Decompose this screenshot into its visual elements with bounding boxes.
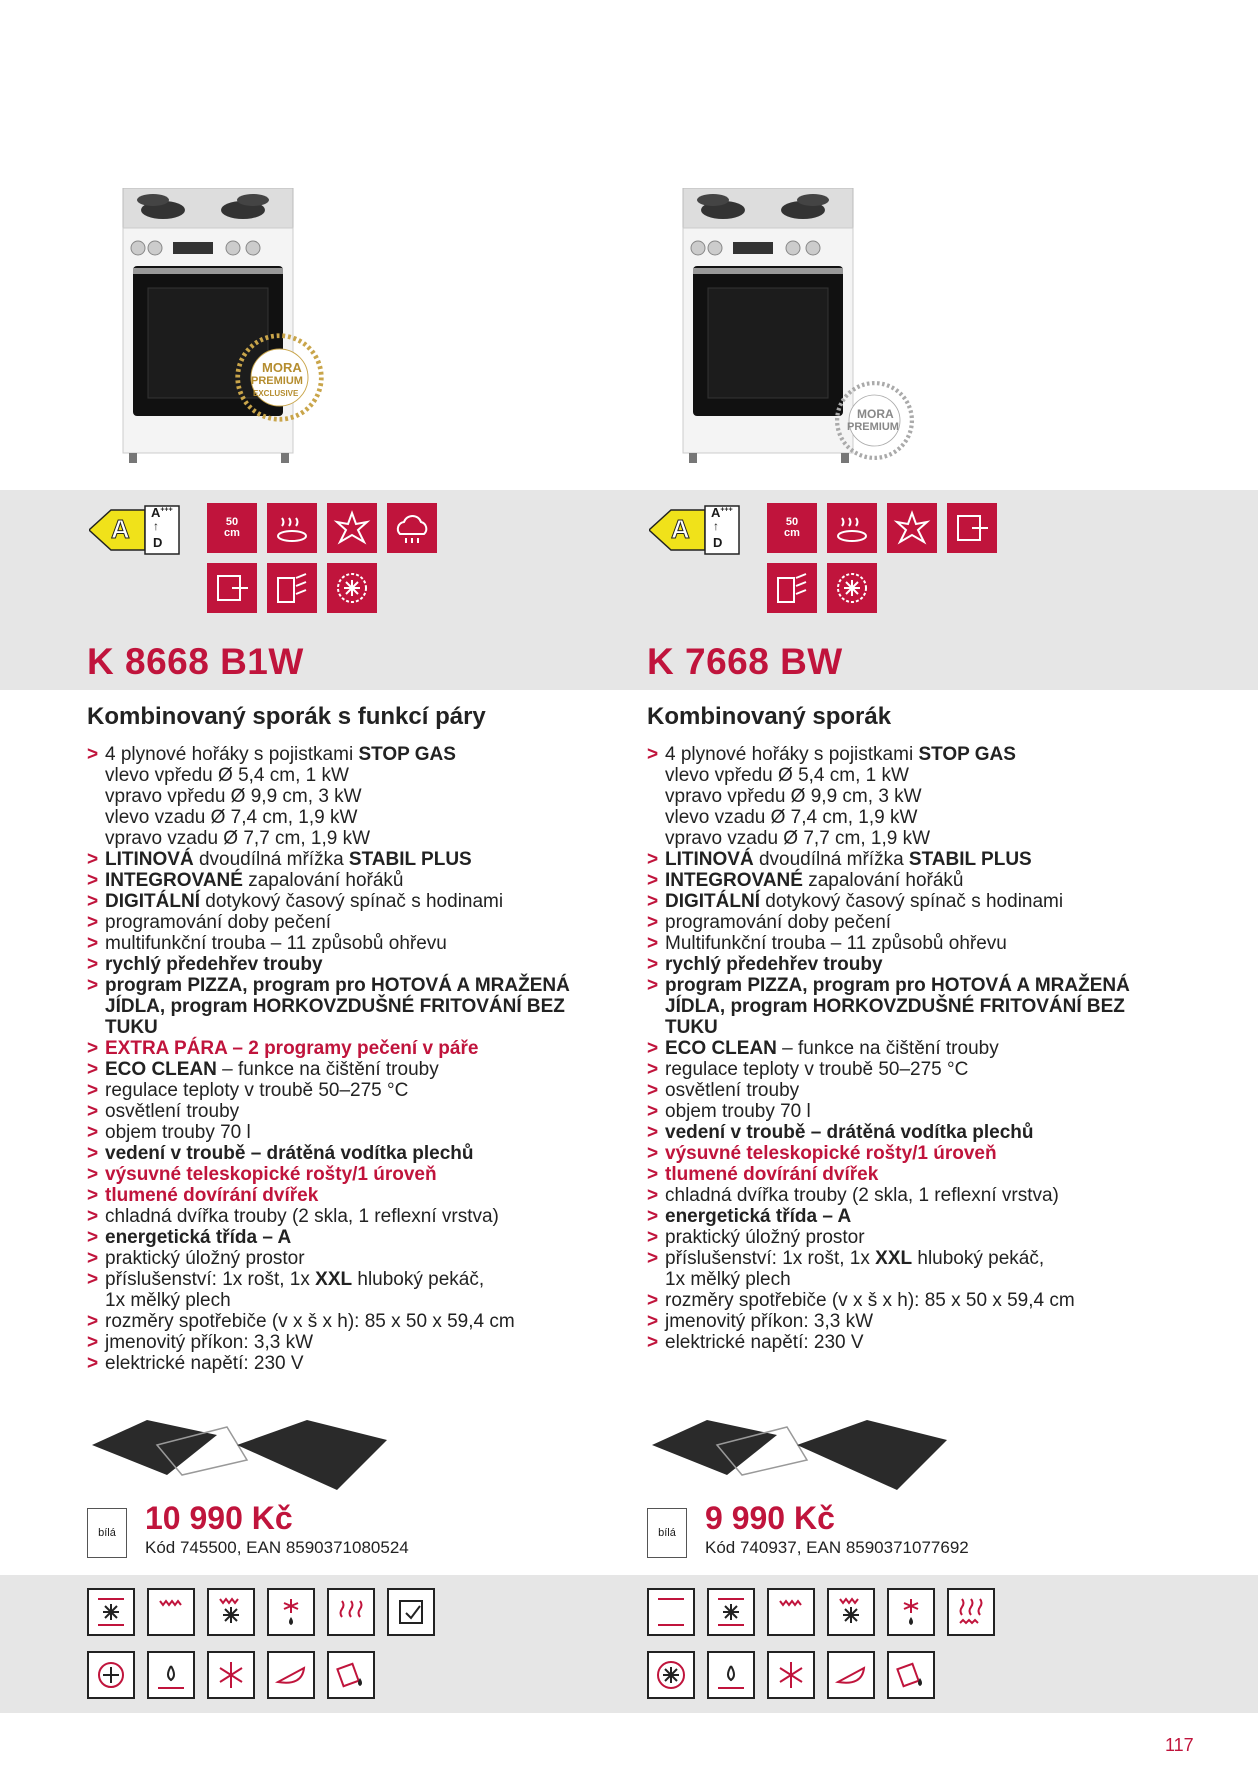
top-heat-icon [647,1588,695,1636]
bullet-arrow-icon: > [87,1143,99,1164]
feature-text: rychlý předehřev trouby [105,954,323,975]
bullet-arrow-icon: > [87,1353,99,1374]
product-code: Kód 745500, EAN 8590371080524 [145,1538,409,1557]
feature-item [87,1248,627,1269]
feature-text: vlevo vpředu Ø 5,4 cm, 1 kW [105,765,349,786]
bullet-arrow-icon: > [647,1227,659,1248]
bullet-arrow-icon: > [647,1122,659,1143]
top-bottom-heat-fan-icon [87,1588,135,1636]
pizza-icon [267,1651,315,1699]
bullet-arrow-icon: > [647,912,659,933]
defrost-icon [767,1651,815,1699]
bullet-arrow-icon: > [647,849,659,870]
feature-text: DIGITÁLNÍ [105,891,200,912]
feature-text: objem trouby 70 l [105,1122,251,1143]
feature-text: rozměry spotřebiče (v x š x h): 85 x 50 x 59,4 cm [665,1290,1075,1311]
feature-item [647,1227,1187,1248]
feature-item [87,1122,627,1143]
bullet-arrow-icon: > [647,744,659,765]
premium-seal-line: PREMIUM [847,421,899,433]
feature-text: INTEGROVANÉ [665,870,803,891]
feature-item [647,765,1187,786]
bullet-arrow-icon: > [647,1038,659,1059]
feature-text: ECO CLEAN [105,1059,217,1080]
fast-preheat-fan-icon [827,563,877,613]
width-50cm-icon [767,503,817,553]
bullet-arrow-icon: > [87,1332,99,1353]
air-fry-icon [327,1651,375,1699]
bullet-arrow-icon: > [87,1206,99,1227]
feature-item [647,1017,1187,1038]
accessory-trays-image [87,1405,387,1505]
product-column-2 [647,0,1207,1785]
feature-text: praktický úložný prostor [665,1227,865,1248]
bullet-arrow-icon: > [647,1059,659,1080]
product-subtitle: Kombinovaný sporák [647,703,892,730]
feature-text: chladná dvířka trouby (2 skla, 1 reflexní vrstva) [105,1206,499,1227]
bullet-arrow-icon: > [87,1080,99,1101]
feature-item [647,996,1187,1017]
feature-item [647,1311,1187,1332]
feature-text: vlevo vzadu Ø 7,4 cm, 1,9 kW [105,807,358,828]
bullet-arrow-icon: > [87,1059,99,1080]
width-unit: cm [224,527,240,539]
feature-item [87,1101,627,1122]
feature-item [87,996,627,1017]
feature-item [647,1038,1187,1059]
feature-item [647,1143,1187,1164]
energy-scale-bottom: D [713,535,723,550]
feature-text: vpravo vzadu Ø 7,7 cm, 1,9 kW [665,828,931,849]
feature-item [87,1353,627,1374]
energy-arrow-up: ↑ [713,519,719,533]
feature-text: – funkce na čištění trouby [776,1038,999,1059]
fast-preheat-fan-icon [327,563,377,613]
feature-item [87,1059,627,1080]
feature-item [87,744,627,765]
grill-icon [147,1588,195,1636]
feature-text: Multifunkční trouba – 11 způsobů ohřevu [665,933,1007,954]
energy-scale-plus: +++ [720,506,733,514]
feature-text: 4 plynové hořáky s pojistkami [665,744,919,765]
feature-item [87,1332,627,1353]
bullet-arrow-icon: > [647,1290,659,1311]
bullet-arrow-icon: > [87,975,99,996]
feature-text: elektrické napětí: 230 V [665,1332,864,1353]
telescopic-rails-icon [947,503,997,553]
grill-fan-icon [827,1588,875,1636]
energy-class: A [111,514,130,544]
feature-item [647,1080,1187,1101]
feature-text: vedení v troubě – drátěná vodítka plechů [665,1122,1034,1143]
feature-text: program PIZZA, program pro HOTOVÁ A MRAŽENÁ [105,975,570,996]
bullet-arrow-icon: > [647,1248,659,1269]
feature-text: dotykový časový spínač s hodinami [760,891,1064,912]
feature-text: LITINOVÁ [105,849,194,870]
feature-text: elektrické napětí: 230 V [105,1353,304,1374]
product-price: 9 990 Kč [705,1500,835,1536]
feature-item [647,1185,1187,1206]
feature-item [647,1332,1187,1353]
feature-text: XXL [875,1248,913,1269]
defrost-drop-icon [267,1588,315,1636]
feature-text: výsuvné teleskopické rošty/1 úroveň [665,1143,997,1164]
bullet-arrow-icon: > [647,954,659,975]
page-number: 117 [1165,1735,1194,1755]
feature-item [87,975,627,996]
bullet-arrow-icon: > [87,849,99,870]
bullet-arrow-icon: > [87,870,99,891]
feature-item [647,975,1187,996]
feature-text: zapalování hořáků [242,870,404,891]
feature-text: regulace teploty v troubě 50–275 °C [665,1059,969,1080]
feature-text: STABIL PLUS [348,849,472,870]
feature-text: dotykový časový spínač s hodinami [200,891,504,912]
width-value: 50 [785,516,799,528]
feature-item [87,1164,627,1185]
feature-item [647,870,1187,891]
product-subtitle: Kombinovaný sporák s funkcí páry [87,703,486,730]
bullet-arrow-icon: > [647,1143,659,1164]
feature-item [647,933,1187,954]
gas-burner-icon [267,503,317,553]
feature-text: STABIL PLUS [908,849,1032,870]
feature-text: TUKU [105,1017,158,1038]
grill-fan-icon [207,1588,255,1636]
feature-item [647,1059,1187,1080]
feature-item [647,1248,1187,1269]
feature-text: příslušenství: 1x rošt, 1x [105,1269,316,1290]
feature-item [647,1101,1187,1122]
feature-text: hluboký pekáč, [352,1269,485,1290]
feature-item [647,744,1187,765]
bullet-arrow-icon: > [87,1269,99,1290]
bottom-heat-drop-icon [147,1651,195,1699]
feature-text: vlevo vpředu Ø 5,4 cm, 1 kW [665,765,909,786]
product-model: K 8668 B1W [87,641,304,682]
energy-scale-top [151,505,173,520]
feature-item [647,912,1187,933]
feature-item [647,807,1187,828]
bullet-arrow-icon: > [87,1101,99,1122]
feature-text: programování doby pečení [665,912,892,933]
energy-label [89,504,189,556]
bullet-arrow-icon: > [87,1164,99,1185]
gas-burner-icon [827,503,877,553]
telescopic-rails-icon [207,563,257,613]
color-label: bílá [647,1508,687,1558]
feature-item [647,1122,1187,1143]
bullet-arrow-icon: > [87,1227,99,1248]
feature-text: JÍDLA, program HORKOVZDUŠNÉ FRITOVÁNÍ BEZ [665,996,1125,1017]
bottom-heat-drop-icon [707,1651,755,1699]
feature-item [647,849,1187,870]
product-column-1 [87,0,647,1785]
feature-item [87,849,627,870]
feature-text: LITINOVÁ [665,849,754,870]
pizza-fan-icon [87,1651,135,1699]
feature-text: energetická třída – A [665,1206,852,1227]
feature-text: osvětlení trouby [665,1080,800,1101]
feature-text: příslušenství: 1x rošt, 1x [665,1248,876,1269]
feature-item [87,828,627,849]
feature-text: TUKU [665,1017,718,1038]
feature-item [87,1038,627,1059]
feature-item [87,933,627,954]
bullet-arrow-icon: > [647,933,659,954]
feature-text: XXL [315,1269,353,1290]
feature-text: vlevo vzadu Ø 7,4 cm, 1,9 kW [665,807,918,828]
feature-text: tlumené dovírání dvířek [105,1185,319,1206]
energy-scale-top-letter: A [711,505,721,520]
bullet-arrow-icon: > [87,912,99,933]
energy-scale-top-letter: A [151,505,161,520]
feature-item [87,1206,627,1227]
bullet-arrow-icon: > [87,1038,99,1059]
feature-text: rozměry spotřebiče (v x š x h): 85 x 50 x 59,4 cm [105,1311,515,1332]
feature-text: osvětlení trouby [105,1101,240,1122]
feature-list [87,744,627,1374]
feature-text: tlumené dovírání dvířek [665,1164,879,1185]
energy-class: A [671,514,690,544]
premium-seal-brand: MORA [857,407,894,421]
product-price: 10 990 Kč [145,1500,293,1536]
ignition-spark-icon [887,503,937,553]
feature-item [647,1290,1187,1311]
feature-item [87,912,627,933]
feature-item [87,1080,627,1101]
energy-scale-plus: +++ [160,506,173,514]
bullet-arrow-icon: > [87,933,99,954]
bullet-arrow-icon: > [87,744,99,765]
feature-item [87,891,627,912]
feature-item [647,828,1187,849]
bullet-arrow-icon: > [647,975,659,996]
feature-text: multifunkční trouba – 11 způsobů ohřevu [105,933,447,954]
feature-text: STOP GAS [918,744,1016,765]
feature-item [87,807,627,828]
fan-ring-icon [647,1651,695,1699]
feature-text: programování doby pečení [105,912,332,933]
bullet-arrow-icon: > [647,870,659,891]
defrost-icon [207,1651,255,1699]
product-code: Kód 740937, EAN 8590371077692 [705,1538,969,1557]
feature-text: rychlý předehřev trouby [665,954,883,975]
feature-text: energetická třída – A [105,1227,292,1248]
feature-item [87,1143,627,1164]
accessory-trays-image [647,1405,947,1505]
width-value: 50 [225,516,239,528]
bullet-arrow-icon: > [647,1332,659,1353]
energy-label [649,504,749,556]
bullet-arrow-icon: > [87,1122,99,1143]
width-unit: cm [784,527,800,539]
feature-text: jmenovitý příkon: 3,3 kW [105,1332,314,1353]
bullet-arrow-icon: > [87,1311,99,1332]
ignition-spark-icon [327,503,377,553]
energy-scale-top [711,505,733,520]
soft-close-door-icon [767,563,817,613]
feature-item [87,1017,627,1038]
soft-close-door-icon [267,563,317,613]
steam-cloud-icon [387,503,437,553]
heat-waves-icon [947,1588,995,1636]
bullet-arrow-icon: > [647,1185,659,1206]
air-fry-icon [887,1651,935,1699]
bullet-arrow-icon: > [647,1101,659,1122]
bullet-arrow-icon: > [87,891,99,912]
bullet-arrow-icon: > [647,1164,659,1185]
defrost-drop-icon [887,1588,935,1636]
feature-item [87,786,627,807]
eco-clean-icon [387,1588,435,1636]
feature-text: výsuvné teleskopické rošty/1 úroveň [105,1164,437,1185]
feature-text: JÍDLA, program HORKOVZDUŠNÉ FRITOVÁNÍ BEZ [105,996,565,1017]
feature-text: zapalování hořáků [802,870,964,891]
premium-seal-line: PREMIUM [251,375,303,387]
bullet-arrow-icon: > [647,1206,659,1227]
feature-text: vpravo vzadu Ø 7,7 cm, 1,9 kW [105,828,371,849]
feature-text: ECO CLEAN [665,1038,777,1059]
feature-item [87,1185,627,1206]
feature-list [647,744,1187,1353]
feature-item [87,870,627,891]
feature-item [87,954,627,975]
feature-text: objem trouby 70 l [665,1101,811,1122]
pizza-icon [827,1651,875,1699]
bullet-arrow-icon: > [87,1185,99,1206]
feature-item [87,765,627,786]
feature-text: 1x mělký plech [665,1269,791,1290]
feature-item [87,1269,627,1290]
feature-item [647,1206,1187,1227]
bullet-arrow-icon: > [647,891,659,912]
feature-text: hluboký pekáč, [912,1248,1045,1269]
feature-item [647,786,1187,807]
product-model: K 7668 BW [647,641,843,682]
feature-text: – funkce na čištění trouby [216,1059,439,1080]
feature-text: jmenovitý příkon: 3,3 kW [665,1311,874,1332]
energy-scale-bottom: D [153,535,163,550]
feature-text: vedení v troubě – drátěná vodítka plechů [105,1143,474,1164]
feature-text: vpravo vpředu Ø 9,9 cm, 3 kW [665,786,922,807]
feature-text: 1x mělký plech [105,1290,231,1311]
feature-text: vpravo vpředu Ø 9,9 cm, 3 kW [105,786,362,807]
feature-text: program PIZZA, program pro HOTOVÁ A MRAŽENÁ [665,975,1130,996]
feature-item [87,1290,627,1311]
feature-text: praktický úložný prostor [105,1248,305,1269]
feature-text: chladná dvířka trouby (2 skla, 1 reflexní vrstva) [665,1185,1059,1206]
feature-text: INTEGROVANÉ [105,870,243,891]
grill-icon [767,1588,815,1636]
energy-arrow-up: ↑ [153,519,159,533]
feature-item [647,1269,1187,1290]
steam-program-icon [327,1588,375,1636]
premium-seal-extra: EXCLUSIVE [253,389,299,398]
feature-item [87,1227,627,1248]
bullet-arrow-icon: > [87,954,99,975]
color-label: bílá [87,1508,127,1558]
feature-text: regulace teploty v troubě 50–275 °C [105,1080,409,1101]
bullet-arrow-icon: > [647,1080,659,1101]
feature-text: DIGITÁLNÍ [665,891,760,912]
stove-image [93,188,363,468]
bullet-arrow-icon: > [87,1248,99,1269]
feature-text: 4 plynové hořáky s pojistkami [105,744,359,765]
feature-item [647,891,1187,912]
top-bottom-heat-fan-icon [707,1588,755,1636]
feature-text: EXTRA PÁRA – 2 programy pečení v páře [105,1038,479,1059]
feature-text: STOP GAS [358,744,456,765]
feature-text: dvoudílná mřížka [753,849,909,870]
premium-seal-brand: MORA [262,360,302,375]
feature-item [647,1164,1187,1185]
bullet-arrow-icon: > [647,1311,659,1332]
feature-item [647,954,1187,975]
feature-text: dvoudílná mřížka [193,849,349,870]
feature-item [87,1311,627,1332]
width-50cm-icon [207,503,257,553]
